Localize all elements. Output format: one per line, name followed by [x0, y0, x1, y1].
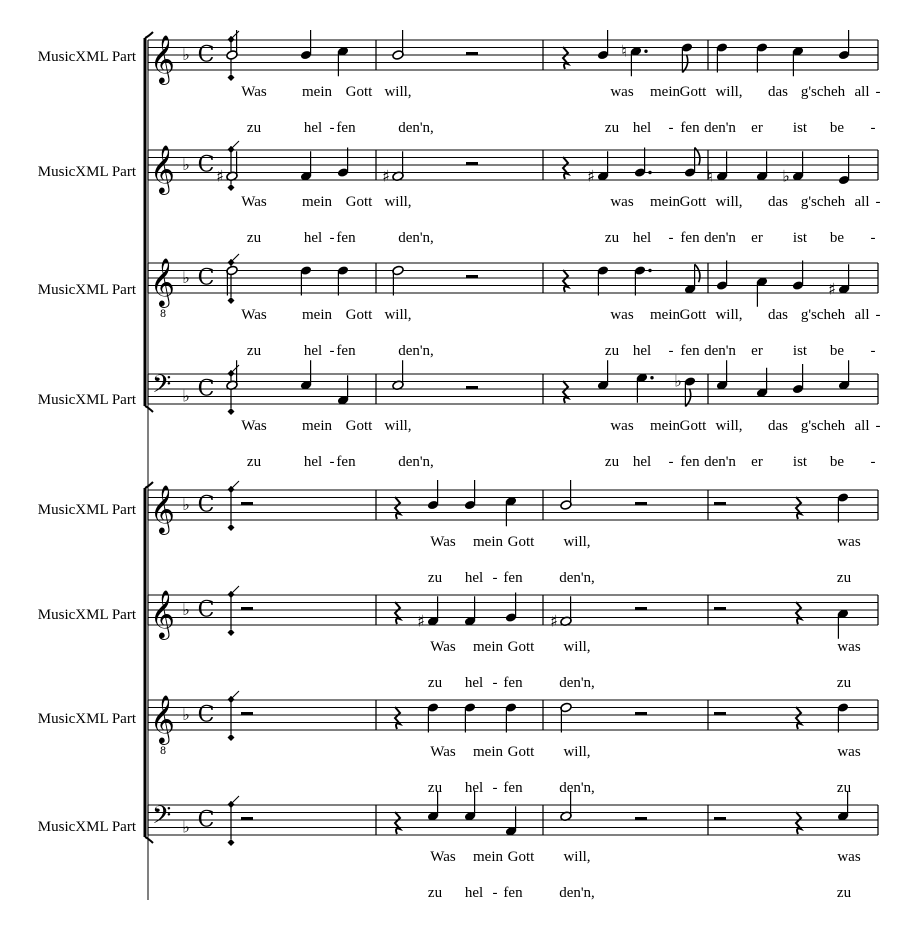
lyric-syllable: fen	[336, 120, 356, 136]
lyric-syllable: den'n,	[559, 675, 595, 691]
lyric-syllable: ist	[792, 120, 808, 136]
lyric-syllable: hel	[303, 343, 323, 359]
lyric-syllable: ist	[792, 454, 808, 470]
lyric-syllable: will,	[715, 418, 743, 434]
lyric-syllable: will,	[563, 534, 591, 550]
part-name: MusicXML Part	[37, 282, 136, 298]
flat-icon: ♭	[674, 371, 682, 391]
staff-1	[148, 480, 878, 535]
lyric-syllable: zu	[604, 230, 620, 246]
half-rest	[466, 162, 478, 166]
half-rest	[635, 502, 647, 506]
time-signature: C	[197, 807, 215, 833]
lyric-syllable: mein	[473, 744, 503, 760]
lyric-syllable: mein	[473, 849, 503, 865]
part-name: MusicXML Part	[37, 711, 136, 727]
lyric-syllable: den'n,	[398, 230, 434, 246]
lyric-syllable: Gott	[507, 849, 535, 865]
lyric-syllable: be	[829, 343, 845, 359]
lyric-syllable: will,	[563, 744, 591, 760]
lyric-syllable: fen	[680, 120, 700, 136]
lyric-syllable: hel	[303, 230, 323, 246]
part-name: MusicXML Part	[37, 392, 136, 408]
lyric-syllable: zu	[246, 120, 262, 136]
half-rest	[466, 52, 478, 56]
lyric-syllable: fen	[680, 343, 700, 359]
natural-icon: ♮	[621, 41, 627, 61]
lyric-syllable: den'n	[704, 120, 736, 136]
key-signature-flat-icon: ♭	[182, 386, 190, 406]
diamond-mark	[228, 734, 235, 741]
lyric-hyphen: -	[329, 230, 335, 246]
sharp-icon: ♯	[587, 166, 595, 186]
lyric-syllable: will,	[715, 84, 743, 100]
quarter-rest	[395, 812, 400, 834]
treble-clef-icon: 𝄞	[150, 34, 175, 83]
half-rest	[714, 817, 726, 821]
part-name: MusicXML Part	[37, 502, 136, 518]
lyric-syllable: er	[751, 454, 763, 470]
treble-clef-icon: 𝄞	[150, 694, 175, 743]
quarter-rest	[796, 497, 801, 519]
lyric-syllable: Gott	[507, 744, 535, 760]
treble-clef-icon: 𝄞	[150, 589, 175, 638]
lyric-syllable: er	[751, 230, 763, 246]
time-signature: C	[197, 42, 215, 68]
lyric-syllable: was	[610, 84, 634, 100]
lyric-syllable: was	[837, 639, 861, 655]
lyric-syllable: den'n,	[398, 120, 434, 136]
lyric-syllable: fen	[503, 780, 523, 796]
lyric-syllable: ist	[792, 343, 808, 359]
sharp-icon: ♯	[382, 166, 390, 186]
lyric-syllable: Gott	[679, 418, 707, 434]
quarter-rest	[796, 812, 801, 834]
lyric-syllable: hel	[464, 675, 484, 691]
quarter-rest	[796, 602, 801, 624]
lyric-hyphen: -	[668, 343, 674, 359]
lyric-syllable: mein	[302, 84, 332, 100]
lyric-syllable: g'scheh	[800, 194, 846, 210]
lyric-syllable: was	[837, 744, 861, 760]
lyric-hyphen: -	[668, 230, 674, 246]
half-rest	[635, 817, 647, 821]
lyric-syllable: hel	[464, 780, 484, 796]
treble-clef-icon: 𝄞	[150, 484, 175, 533]
lyric-hyphen: -	[492, 885, 498, 901]
time-signature: C	[197, 702, 215, 728]
lyric-syllable: den'n,	[398, 454, 434, 470]
lyric-syllable: zu	[836, 780, 852, 796]
lyric-syllable: fen	[336, 343, 356, 359]
lyric-syllable: Was	[430, 534, 456, 550]
lyric-syllable: fen	[503, 570, 523, 586]
diamond-mark	[228, 839, 235, 846]
lyric-syllable: fen	[680, 454, 700, 470]
lyric-syllable: fen	[336, 230, 356, 246]
time-signature: C	[197, 265, 215, 291]
staff-4	[148, 791, 878, 846]
time-signature: C	[197, 376, 215, 402]
bass-clef-icon: 𝄢	[152, 370, 172, 405]
lyric-syllable: Gott	[679, 194, 707, 210]
lyric-hyphen: -	[875, 84, 881, 100]
sharp-icon: ♯	[550, 611, 558, 631]
lyric-hyphen: -	[870, 454, 876, 470]
lyric-syllable: fen	[336, 454, 356, 470]
lyric-syllable: was	[610, 307, 634, 323]
lyric-syllable: was	[837, 534, 861, 550]
lyric-syllable: all	[854, 84, 870, 100]
lyric-syllable: Was	[430, 849, 456, 865]
lyric-hyphen: -	[329, 343, 335, 359]
lyric-syllable: zu	[604, 454, 620, 470]
lyric-syllable: zu	[246, 230, 262, 246]
quarter-rest	[563, 381, 568, 403]
lyric-syllable: Was	[241, 418, 267, 434]
lyric-syllable: zu	[836, 570, 852, 586]
lyric-syllable: mein	[302, 194, 332, 210]
half-rest	[635, 712, 647, 716]
lyric-syllable: hel	[303, 454, 323, 470]
lyric-syllable: zu	[427, 675, 443, 691]
lyric-syllable: das	[768, 194, 788, 210]
diamond-mark	[228, 524, 235, 531]
lyric-syllable: fen	[503, 675, 523, 691]
lyric-syllable: mein	[650, 194, 680, 210]
lyric-syllable: den'n,	[559, 885, 595, 901]
lyric-syllable: be	[829, 120, 845, 136]
time-signature: C	[197, 597, 215, 623]
dot	[648, 269, 651, 272]
lyric-hyphen: -	[875, 307, 881, 323]
lyric-syllable: was	[837, 849, 861, 865]
lyric-syllable: den'n	[704, 454, 736, 470]
diamond-mark	[228, 74, 235, 81]
lyric-syllable: mein	[473, 534, 503, 550]
half-rest	[466, 275, 478, 279]
half-rest	[714, 502, 726, 506]
diamond-mark	[228, 297, 235, 304]
quarter-rest	[563, 270, 568, 292]
half-rest	[241, 607, 253, 611]
lyric-syllable: zu	[604, 343, 620, 359]
lyric-syllable: was	[610, 418, 634, 434]
lyric-syllable: ist	[792, 230, 808, 246]
lyric-syllable: hel	[632, 120, 652, 136]
lyric-hyphen: -	[492, 570, 498, 586]
lyric-hyphen: -	[492, 780, 498, 796]
lyric-syllable: was	[610, 194, 634, 210]
staff-2	[148, 586, 878, 640]
lyric-syllable: hel	[632, 230, 652, 246]
lyric-syllable: Was	[430, 744, 456, 760]
lyric-syllable: hel	[632, 343, 652, 359]
lyric-syllable: Gott	[345, 307, 373, 323]
half-rest	[466, 386, 478, 390]
key-signature-flat-icon: ♭	[182, 268, 190, 287]
lyric-syllable: g'scheh	[800, 307, 846, 323]
lyric-syllable: den'n	[704, 343, 736, 359]
lyric-syllable: all	[854, 307, 870, 323]
lyric-hyphen: -	[870, 230, 876, 246]
lyric-syllable: all	[854, 194, 870, 210]
octave-mark: 8	[159, 746, 167, 757]
lyric-syllable: will,	[384, 418, 412, 434]
lyric-syllable: Gott	[679, 84, 707, 100]
lyric-syllable: das	[768, 418, 788, 434]
lyric-syllable: fen	[680, 230, 700, 246]
lyric-hyphen: -	[329, 454, 335, 470]
lyric-syllable: zu	[246, 343, 262, 359]
lyric-syllable: den'n	[704, 230, 736, 246]
lyric-syllable: will,	[715, 194, 743, 210]
lyric-syllable: all	[854, 418, 870, 434]
lyric-syllable: zu	[836, 675, 852, 691]
lyric-syllable: g'scheh	[800, 84, 846, 100]
flag	[695, 264, 700, 282]
natural-icon: ♮	[707, 166, 713, 186]
half-rest	[714, 607, 726, 611]
lyric-syllable: den'n,	[559, 570, 595, 586]
lyric-syllable: zu	[427, 885, 443, 901]
part-name: MusicXML Part	[37, 49, 136, 65]
lyric-syllable: hel	[464, 885, 484, 901]
lyric-syllable: will,	[384, 307, 412, 323]
lyric-hyphen: -	[870, 343, 876, 359]
lyric-syllable: mein	[650, 418, 680, 434]
key-signature-flat-icon: ♭	[182, 495, 190, 514]
lyric-hyphen: -	[875, 418, 881, 434]
lyric-syllable: Gott	[507, 639, 535, 655]
part-name: MusicXML Part	[37, 164, 136, 180]
lyric-syllable: will,	[715, 307, 743, 323]
key-signature-flat-icon: ♭	[182, 600, 190, 619]
key-signature-flat-icon: ♭	[182, 817, 190, 837]
lyric-syllable: Gott	[507, 534, 535, 550]
lyric-syllable: Gott	[345, 194, 373, 210]
quarter-rest	[796, 707, 801, 729]
dot	[650, 376, 653, 379]
quarter-rest	[395, 707, 400, 729]
lyric-syllable: fen	[503, 885, 523, 901]
quarter-rest	[395, 602, 400, 624]
lyric-syllable: das	[768, 84, 788, 100]
lyric-syllable: Was	[430, 639, 456, 655]
dot	[644, 50, 647, 53]
lyric-syllable: den'n,	[398, 343, 434, 359]
sharp-icon: ♯	[828, 279, 836, 299]
lyric-syllable: hel	[464, 570, 484, 586]
lyric-syllable: zu	[604, 120, 620, 136]
lyric-hyphen: -	[668, 120, 674, 136]
staff-4	[148, 360, 878, 415]
lyric-syllable: zu	[427, 780, 443, 796]
key-signature-flat-icon: ♭	[182, 705, 190, 724]
lyric-syllable: mein	[650, 84, 680, 100]
lyric-hyphen: -	[875, 194, 881, 210]
diamond-mark	[228, 408, 235, 415]
bracket-hook	[145, 406, 153, 412]
key-signature-flat-icon: ♭	[182, 155, 190, 174]
octave-mark: 8	[159, 309, 167, 320]
half-rest	[241, 502, 253, 506]
lyric-syllable: Was	[241, 84, 267, 100]
lyric-syllable: das	[768, 307, 788, 323]
key-signature-flat-icon: ♭	[182, 45, 190, 64]
lyric-syllable: will,	[563, 849, 591, 865]
diamond-mark	[228, 184, 235, 191]
lyric-syllable: hel	[632, 454, 652, 470]
lyric-hyphen: -	[668, 454, 674, 470]
lyric-syllable: Gott	[345, 418, 373, 434]
flat-icon: ♭	[782, 166, 790, 186]
time-signature: C	[197, 492, 215, 518]
lyric-syllable: mein	[302, 307, 332, 323]
sharp-icon: ♯	[417, 611, 425, 631]
staff-2	[148, 141, 878, 195]
lyric-syllable: Gott	[679, 307, 707, 323]
lyric-syllable: be	[829, 230, 845, 246]
part-name: MusicXML Part	[37, 607, 136, 623]
lyric-syllable: Gott	[345, 84, 373, 100]
lyric-hyphen: -	[492, 675, 498, 691]
lyric-syllable: mein	[473, 639, 503, 655]
lyric-syllable: er	[751, 343, 763, 359]
treble-clef-icon: 𝄞	[150, 257, 175, 306]
half-rest	[714, 712, 726, 716]
lyric-syllable: will,	[384, 194, 412, 210]
lyric-syllable: Was	[241, 194, 267, 210]
lyric-syllable: zu	[427, 570, 443, 586]
half-rest	[635, 607, 647, 611]
bass-clef-icon: 𝄢	[152, 801, 172, 836]
lyric-syllable: will,	[563, 639, 591, 655]
half-rest	[241, 712, 253, 716]
lyric-syllable: mein	[302, 418, 332, 434]
quarter-rest	[563, 157, 568, 179]
lyric-syllable: hel	[303, 120, 323, 136]
half-rest	[241, 817, 253, 821]
lyric-syllable: be	[829, 454, 845, 470]
sharp-icon: ♯	[216, 166, 224, 186]
treble-clef-icon: 𝄞	[150, 144, 175, 193]
lyric-syllable: er	[751, 120, 763, 136]
part-name: MusicXML Part	[37, 819, 136, 835]
lyric-syllable: Was	[241, 307, 267, 323]
bracket-hook	[145, 837, 153, 843]
quarter-rest	[563, 47, 568, 69]
lyric-hyphen: -	[870, 120, 876, 136]
lyric-syllable: zu	[246, 454, 262, 470]
lyric-syllable: den'n,	[559, 780, 595, 796]
quarter-rest	[395, 497, 400, 519]
lyric-syllable: will,	[384, 84, 412, 100]
lyric-syllable: zu	[836, 885, 852, 901]
lyric-syllable: mein	[650, 307, 680, 323]
time-signature: C	[197, 152, 215, 178]
staff-1	[148, 30, 878, 85]
lyric-syllable: g'scheh	[800, 418, 846, 434]
diamond-mark	[228, 629, 235, 636]
lyric-hyphen: -	[329, 120, 335, 136]
dot	[648, 171, 651, 174]
